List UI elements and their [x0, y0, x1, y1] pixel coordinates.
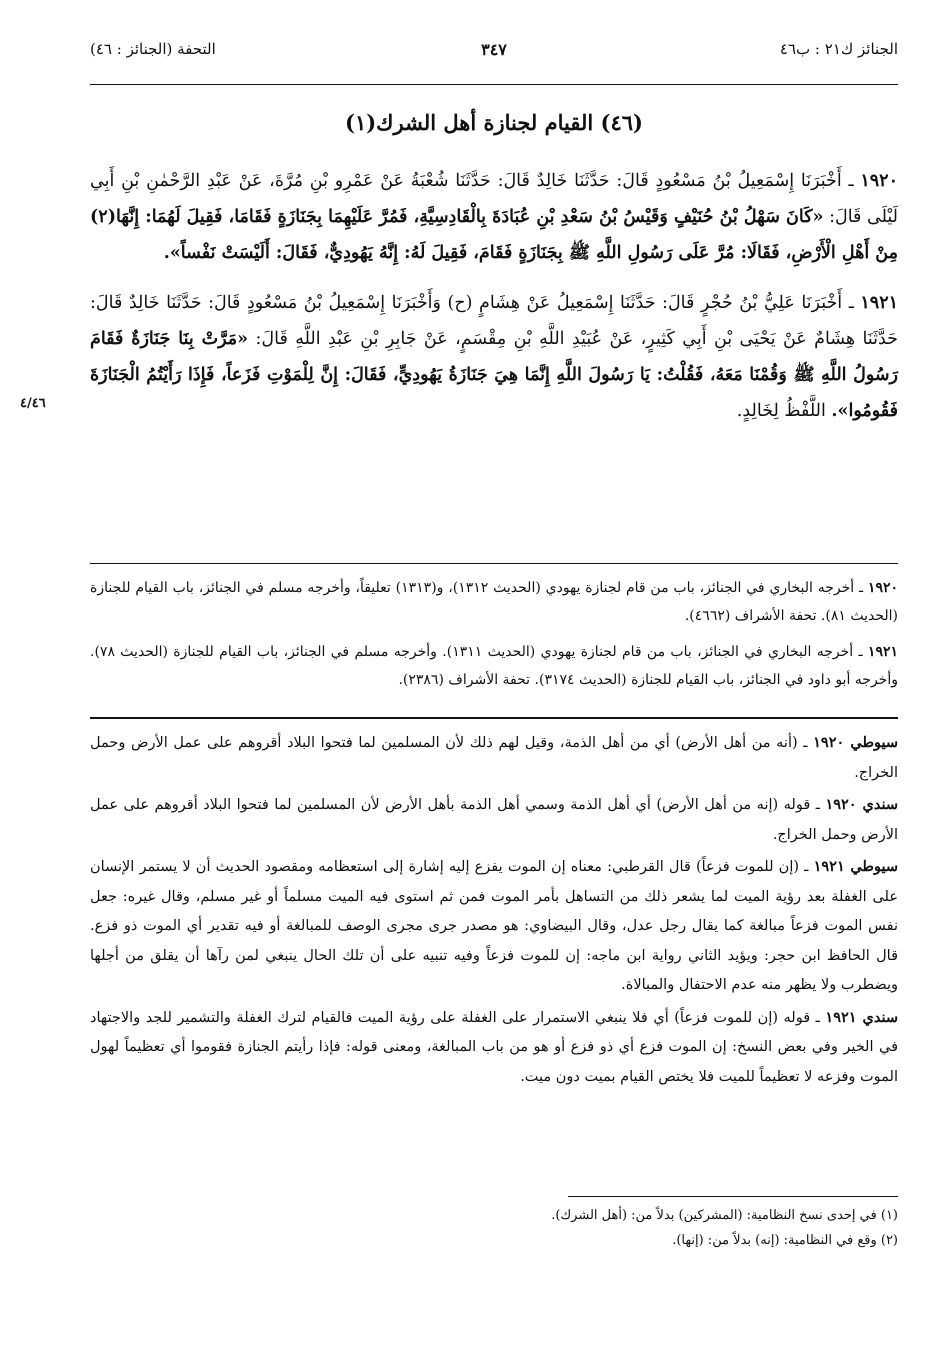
page-number: ٣٤٧ — [481, 40, 507, 59]
hadith-number: ١٩٢٠ — [860, 171, 898, 191]
hadith-isnad: ـ أَخْبَرَنَا إِسْمَعِيلُ بْنُ مَسْعُودٍ قَالَ: حَدَّثَنَا خَالِدٌ قَالَ: حَدَّثَنَا شُعْبَةُ عَنْ عَمْرِو بْنِ مُرَّةَ، عَنْ عَبْدِ الرَّحْمٰنِ بْنِ أَبِي لَيْلَى قَالَ: — [90, 171, 898, 227]
hadith-entry — [90, 163, 898, 271]
chapter-title: (٤٦) القيام لجنازة أهل الشرك(١) — [345, 110, 643, 135]
commentary-entry — [90, 1003, 898, 1093]
commentary-lead: سيوطي ١٩٢١ — [813, 858, 898, 875]
commentary-entry — [90, 852, 898, 1001]
commentary-text: ـ (أنه من أهل الأرض) أي من أهل الذمة، وقيل لهم ذلك لأن المسلمين لما فتحوا البلاد أقروهم على عمل الأرض وحمل الخراج. — [90, 735, 898, 781]
header-chapter-ref: الجنائز ك٢١ : ب٤٦ — [779, 40, 898, 58]
hadith-section — [90, 163, 898, 443]
commentary-lead: سندي ١٩٢٠ — [825, 796, 898, 813]
hadith-matn: «مَرَّتْ بِنَا جَنَازَةٌ فَقَامَ رَسُولُ اللَّهِ ﷺ وَقُمْنَا مَعَهُ، فَقُلْتُ: يَا رَسُولَ اللَّهِ إِنَّمَا هِيَ جَنَازَةُ يَهُودِيٍّ، فَقَالَ: إِنَّ لِلْمَوْتِ فَزَعاً، فَإِذَا رَأَيْتُمُ الْجَنَازَةَ فَقُومُوا». — [90, 329, 898, 421]
commentary-section — [90, 728, 898, 1094]
header-tuhfa-ref: التحفة (الجنائز : ٤٦) — [90, 40, 216, 58]
commentary-text: ـ قوله (إنه من أهل الأرض) أي أهل الذمة وسمي أهل الذمة بأهل الأرض لأن المسلمين لما فتحوا البلاد أقروهم على عمل الأرض وحمل الخراج. — [90, 797, 898, 843]
running-header — [90, 40, 898, 80]
margin-reference: ٤/٤٦ — [20, 396, 46, 411]
commentary-entry — [90, 728, 898, 788]
takhrij-section — [90, 574, 898, 702]
takhrij-number: ١٩٢١ — [867, 644, 898, 660]
commentary-lead: سندي ١٩٢١ — [825, 1008, 898, 1026]
hadith-isnad: ـ أَخْبَرَنَا عَلِيُّ بْنُ حُجْرٍ قَالَ: حَدَّثَنَا إِسْمَعِيلُ عَنْ هِشَامٍ (ح) وَأَخْبَرَنَا إِسْمَعِيلُ بْنُ مَسْعُودٍ قَالَ: حَدَّثَنَا خَالِدٌ قَالَ: حَدَّثَنَا هِشَامٌ عَنْ يَحْيَى بْنِ أَبِي كَثِيرٍ، عَنْ عُبَيْدِ اللَّهِ بْنِ مِقْسَمٍ، عَنْ جَابِرِ بْنِ عَبْدِ اللَّهِ قَالَ: — [90, 293, 898, 349]
takhrij-text: ـ أخرجه البخاري في الجنائز، باب من قام لجنازة يهودي (الحديث ١٣١٢)، و(١٣١٣) تعليقاً، وأخرجه مسلم في الجنائز، باب القيام للجنازة (الحديث ٨١). تحفة الأشراف (٤٦٦٢). — [90, 580, 898, 624]
commentary-rule — [90, 717, 898, 719]
commentary-entry — [90, 790, 898, 850]
hadith-tail: اللَّفْظُ لِخَالِدٍ. — [736, 401, 826, 421]
hadith-entry — [90, 285, 898, 429]
commentary-text: ـ (إن للموت فزعاً) قال القرطبي: معناه إن الموت يفزع إليه إشارة إلى استعظامه ومقصود الحديث أن لا يستمر الإنسان على الغفلة بعد رؤية الميت لما يشعر ذلك من التساهل بأمر الموت فمن ثم استوى فيه الميت مسلماً أو غير مسلم، وقال غيره: جعل نفس الموت فزعاً مبالغة كما يقال رجل عدل، وقال البيضاوي: هو مصدر جرى مجرى الوصف للمبالغة أو فيه تقدير أي الموت ذو فزع. قال الحافظ ابن حجر: ويؤيد الثاني رواية ابن ماجه: إن للموت فزعاً وفيه تنبيه على أن تلك الحال ينبغي لمن رآها أن يقلق من أجلها ويضطرب ولا يظهر منه عدم الاحتفال والمبالاة. — [90, 859, 898, 993]
commentary-text: ـ قوله (إن للموت فزعاً) أي فلا ينبغي الاستمرار على الغفلة على رؤية الميت فالقيام لترك الغفلة والتشمير للجد والاجتهاد في الخير وفي بعض النسخ: إن الموت فزع أي ذو فزع أو هو من باب المبالغة، ومعنى قوله: فإذا رأيتم الجنازة فقوموا أي تعظيماً لهول الموت وفزعه لا تعظيماً للميت فلا يختص القيام بميت دون ميت. — [90, 1009, 898, 1085]
commentary-lead: سيوطي ١٩٢٠ — [813, 734, 898, 751]
footnote: (٢) وقع في النظامية: (إنه) بدلاً من: (إنها). — [672, 1233, 898, 1248]
takhrij-rule — [90, 563, 898, 564]
takhrij-entry — [90, 574, 898, 630]
hadith-matn: «كَانَ سَهْلُ بْنُ حُنَيْفٍ وَقَيْسُ بْنُ سَعْدِ بْنِ عُبَادَةَ بِالْقَادِسِيَّةِ، فَمُرَّ عَلَيْهِمَا بِجَنَازَةٍ فَقَامَا، فَقِيلَ لَهُمَا: إِنَّهَا(٢) مِنْ أَهْلِ الْأَرْضِ، فَقَالَا: مُرَّ عَلَى رَسُولِ اللَّهِ ﷺ بِجَنَازَةٍ فَقَامَ، فَقِيلَ لَهُ: إِنَّهُ يَهُودِيٌّ، فَقَالَ: أَلَيْسَتْ نَفْساً». — [90, 207, 898, 263]
hadith-number: ١٩٢١ — [860, 293, 898, 313]
takhrij-entry — [90, 638, 898, 694]
footnotes — [90, 1203, 898, 1253]
header-rule — [90, 84, 898, 85]
footnote-rule — [568, 1196, 898, 1197]
takhrij-text: ـ أخرجه البخاري في الجنائز، باب من قام لجنازة يهودي (الحديث ١٣١١). وأخرجه مسلم في الجنائز، باب القيام للجنازة (الحديث ٧٨). وأخرجه أبو داود في الجنائز، باب القيام للجنازة (الحديث ٣١٧٤). تحفة الأشراف (٢٣٨٦). — [90, 644, 898, 688]
takhrij-number: ١٩٢٠ — [867, 580, 898, 596]
footnote: (١) في إحدى نسخ النظامية: (المشركين) بدلاً من: (أهل الشرك). — [551, 1208, 898, 1223]
